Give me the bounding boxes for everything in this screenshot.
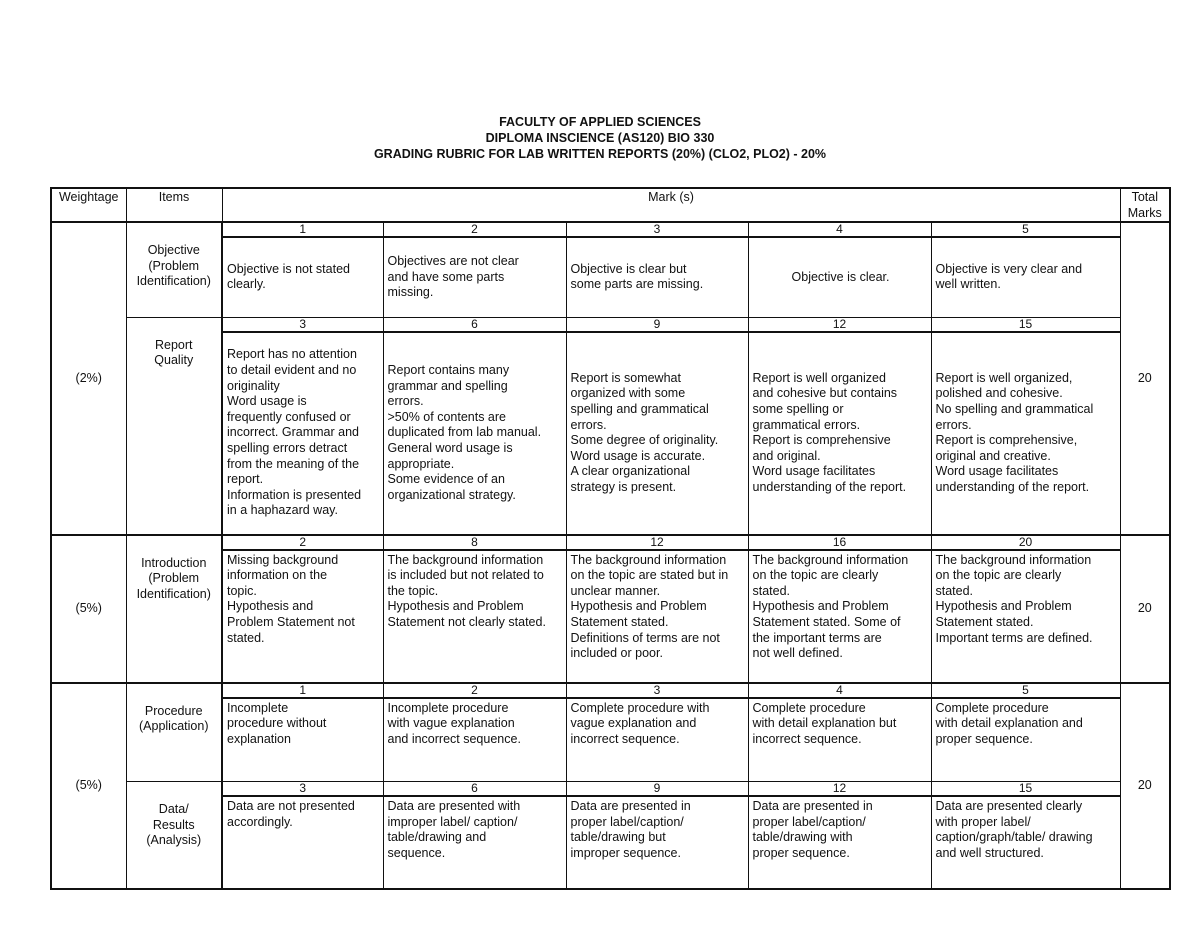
descriptor-line: with detail explanation but	[752, 716, 897, 731]
descriptor-cell	[931, 796, 1120, 889]
descriptor-line: Complete procedure with	[570, 700, 710, 715]
descriptor-cell	[748, 698, 931, 782]
descriptor-line: Objective is clear but	[570, 261, 687, 276]
descriptor-cell	[566, 237, 748, 317]
score-cell: 2	[383, 222, 566, 237]
descriptor-line: and cohesive but contains	[752, 386, 898, 401]
descriptor-line: Data are presented in	[752, 799, 873, 814]
criterion-cell	[126, 317, 222, 535]
descriptor-line: to detail evident and no	[227, 363, 357, 378]
header-row	[51, 188, 1170, 222]
descriptor-line: polished and cohesive.	[935, 386, 1063, 401]
descriptor-line: spelling and grammatical	[570, 402, 709, 416]
descriptor-line: understanding of the report.	[752, 479, 907, 494]
descriptor-line: spelling errors detract	[227, 440, 348, 455]
descriptor-line: organizational strategy.	[387, 487, 516, 502]
items-header: Items	[126, 188, 222, 222]
descriptor-line: Hypothesis and Problem	[752, 599, 889, 614]
descriptor-line: and have some parts	[387, 269, 505, 284]
descriptor-cell	[383, 796, 566, 889]
descriptor-line: explanation	[227, 731, 291, 746]
total-marks-cell: 20	[1120, 222, 1170, 535]
descriptor-line: Information is presented	[227, 487, 362, 502]
descriptor-line: Hypothesis and Problem	[387, 599, 524, 614]
descriptor-line: Statement not clearly stated.	[387, 615, 546, 630]
score-cell: 9	[566, 317, 748, 332]
descriptor-line: Incomplete procedure	[387, 700, 509, 715]
descriptor-line: incorrect sequence.	[570, 731, 680, 746]
score-cell: 3	[566, 683, 748, 698]
score-cell: 12	[566, 535, 748, 550]
descriptor-line: Report contains many	[387, 363, 510, 378]
descriptor-line: errors.	[570, 417, 607, 432]
score-row	[51, 317, 1170, 332]
descriptor-line: Data are presented with	[387, 799, 521, 814]
descriptor-line: The background information	[935, 552, 1092, 567]
criterion-label: (Application)	[139, 719, 209, 734]
descriptor-line: Objective is not stated	[227, 261, 350, 276]
descriptor-line: Word usage facilitates	[935, 464, 1059, 479]
descriptor-cell	[748, 332, 931, 535]
descriptor-line: some spelling or	[752, 402, 844, 416]
descriptor-line: Hypothesis and Problem	[570, 599, 707, 614]
descriptor-line: Data are not presented	[227, 799, 355, 814]
descriptor-line: information on the	[227, 568, 328, 583]
descriptor-line: the topic.	[387, 583, 439, 598]
score-row	[51, 535, 1170, 550]
descriptor-cell	[748, 796, 931, 889]
criterion-label: Quality	[154, 353, 194, 368]
criterion-cell	[126, 782, 222, 890]
descriptor-line: report.	[227, 472, 264, 487]
criterion-cell	[126, 222, 222, 317]
descriptor-line: in a haphazard way.	[227, 503, 338, 518]
criterion-label: Procedure	[144, 703, 203, 718]
descriptor-line: frequently confused or	[227, 409, 351, 424]
descriptor-cell	[222, 796, 383, 889]
descriptor-line: with proper label/	[935, 814, 1031, 829]
descriptor-line: proper sequence.	[752, 845, 850, 860]
criterion-cell	[126, 535, 222, 683]
descriptor-line: incorrect. Grammar and	[227, 425, 359, 440]
score-cell: 3	[566, 222, 748, 237]
criterion-label: (Problem	[148, 258, 200, 273]
descriptor-line: Objective is clear.	[791, 269, 890, 284]
total-marks-cell: 20	[1120, 683, 1170, 890]
descriptor-line: and well structured.	[935, 845, 1044, 860]
descriptor-line: caption/graph/table/ drawing	[935, 830, 1093, 845]
criterion-label: Report	[154, 337, 193, 352]
descriptor-cell	[748, 237, 931, 317]
descriptor-line: Word usage facilitates	[752, 464, 876, 479]
descriptor-line: unclear manner.	[570, 583, 661, 598]
descriptor-cell	[222, 332, 383, 535]
weightage-cell: (2%)	[51, 222, 126, 535]
descriptor-line: original and creative.	[935, 448, 1051, 463]
descriptor-cell	[383, 698, 566, 782]
score-cell: 5	[931, 222, 1120, 237]
weightage-header: Weightage	[51, 188, 126, 222]
descriptor-line: table/drawing and	[387, 830, 487, 845]
score-cell: 15	[931, 317, 1120, 332]
score-row	[51, 222, 1170, 237]
descriptor-line: The background information	[387, 552, 544, 567]
descriptor-cell	[566, 332, 748, 535]
score-cell: 2	[222, 535, 383, 550]
descriptor-cell	[931, 332, 1120, 535]
descriptor-line: proper label/caption/	[570, 814, 684, 829]
descriptor-line: with vague explanation	[387, 716, 515, 731]
descriptor-line: on the topic are stated but in	[570, 568, 729, 583]
descriptor-line: Report is well organized,	[935, 370, 1073, 385]
descriptor-line: Statement stated.	[570, 615, 669, 630]
criterion-label: Data/	[158, 802, 189, 817]
descriptor-cell	[931, 237, 1120, 317]
descriptor-line: duplicated from lab manual.	[387, 425, 542, 440]
descriptor-line: improper label/ caption/	[387, 814, 518, 829]
descriptor-line: Hypothesis and Problem	[935, 599, 1072, 614]
faculty-title: FACULTY OF APPLIED SCIENCES	[499, 115, 701, 129]
descriptor-cell	[222, 237, 383, 317]
descriptor-line: procedure without	[227, 716, 327, 731]
score-cell: 3	[222, 782, 383, 797]
score-cell: 12	[748, 317, 931, 332]
descriptor-cell	[748, 550, 931, 683]
criterion-cell	[126, 683, 222, 782]
score-row	[51, 683, 1170, 698]
descriptor-line: errors.	[935, 417, 972, 432]
descriptor-line: No spelling and grammatical	[935, 402, 1094, 416]
criterion-label: Results	[152, 817, 195, 832]
descriptor-line: Problem Statement not	[227, 615, 355, 630]
descriptor-line: on the topic are clearly	[752, 568, 879, 583]
descriptor-line: appropriate.	[387, 456, 455, 471]
descriptor-line: grammar and spelling	[387, 378, 508, 393]
descriptor-line: on the topic are clearly	[935, 568, 1062, 583]
descriptor-line: errors.	[387, 394, 424, 409]
descriptor-line: some parts are missing.	[570, 277, 704, 292]
descriptor-line: Report is comprehensive,	[935, 433, 1078, 448]
descriptor-line: accordingly.	[227, 814, 293, 829]
descriptor-line: grammatical errors.	[752, 417, 861, 432]
descriptor-line: A clear organizational	[570, 464, 691, 479]
descriptor-line: included or poor.	[570, 646, 663, 661]
descriptor-line: Missing background	[227, 552, 339, 567]
descriptor-line: stated.	[752, 583, 791, 598]
descriptor-line: Incomplete	[227, 700, 289, 715]
descriptor-line: General word usage is	[387, 440, 513, 455]
descriptor-line: strategy is present.	[570, 479, 677, 494]
descriptor-cell	[931, 698, 1120, 782]
descriptor-line: Objectives are not clear	[387, 254, 519, 269]
descriptor-line: Statement stated. Some of	[752, 615, 901, 630]
descriptor-line: missing.	[387, 285, 434, 300]
criterion-label: (Analysis)	[146, 833, 202, 848]
descriptor-cell	[383, 237, 566, 317]
score-row	[51, 782, 1170, 797]
descriptor-cell	[222, 698, 383, 782]
descriptor-line: Hypothesis and	[227, 599, 314, 614]
score-cell: 1	[222, 683, 383, 698]
descriptor-line: with detail explanation and	[935, 716, 1083, 731]
descriptor-line: Data are presented clearly	[935, 799, 1083, 814]
descriptor-line: well written.	[935, 277, 1001, 292]
descriptor-line: sequence.	[387, 845, 446, 860]
descriptor-line: understanding of the report.	[935, 479, 1090, 494]
score-cell: 8	[383, 535, 566, 550]
rubric-title: GRADING RUBRIC FOR LAB WRITTEN REPORTS (20%) (CLO2, PLO2) - 20%	[373, 147, 827, 161]
score-cell: 6	[383, 782, 566, 797]
descriptor-cell	[383, 332, 566, 535]
descriptor-cell	[383, 550, 566, 683]
descriptor-line: proper label/caption/	[752, 814, 866, 829]
score-cell: 9	[566, 782, 748, 797]
descriptor-line: Complete procedure	[935, 700, 1049, 715]
marks-header: Mark (s)	[222, 188, 1120, 222]
score-cell: 5	[931, 683, 1120, 698]
criterion-label: (Problem	[148, 571, 200, 586]
descriptor-line: topic.	[227, 583, 257, 598]
descriptor-line: improper sequence.	[570, 845, 681, 860]
descriptor-cell	[566, 796, 748, 889]
descriptor-line: >50% of contents are	[387, 409, 506, 424]
descriptor-cell	[931, 550, 1120, 683]
descriptor-line: Report has no attention	[227, 347, 357, 362]
descriptor-line: proper sequence.	[935, 731, 1033, 746]
score-cell: 20	[931, 535, 1120, 550]
descriptor-cell	[566, 550, 748, 683]
score-cell: 16	[748, 535, 931, 550]
weightage-cell: (5%)	[51, 683, 126, 890]
descriptor-line: Report is somewhat	[570, 370, 681, 385]
descriptor-line: Report is comprehensive	[752, 433, 891, 448]
total-marks-header: Total Marks	[1120, 188, 1170, 222]
descriptor-line: table/drawing with	[752, 830, 853, 845]
descriptor-line: Definitions of terms are not	[570, 630, 720, 645]
descriptor-line: originality	[227, 378, 280, 393]
descriptor-line: Word usage is	[227, 394, 307, 409]
score-cell: 4	[748, 222, 931, 237]
descriptor-line: Statement stated.	[935, 615, 1034, 630]
score-cell: 1	[222, 222, 383, 237]
descriptor-line: Some degree of originality.	[570, 433, 719, 448]
descriptor-line: incorrect sequence.	[752, 731, 862, 746]
descriptor-line: The background information	[570, 552, 727, 567]
descriptor-line: and original.	[752, 448, 821, 463]
descriptor-line: Data are presented in	[570, 799, 691, 814]
score-cell: 15	[931, 782, 1120, 797]
descriptor-line: Report is well organized	[752, 370, 886, 385]
descriptor-line: clearly.	[227, 277, 266, 292]
descriptor-cell	[222, 550, 383, 683]
descriptor-line: Objective is very clear and	[935, 261, 1083, 276]
total-marks-cell: 20	[1120, 535, 1170, 683]
descriptor-line: stated.	[227, 630, 265, 645]
program-title: DIPLOMA INSCIENCE (AS120) BIO 330	[485, 131, 715, 145]
descriptor-line: the important terms are	[752, 630, 882, 645]
descriptor-line: table/drawing but	[570, 830, 666, 845]
criterion-label: Introduction	[141, 555, 207, 570]
descriptor-line: organized with some	[570, 386, 686, 401]
score-cell: 3	[222, 317, 383, 332]
score-cell: 2	[383, 683, 566, 698]
score-cell: 4	[748, 683, 931, 698]
descriptor-line: from the meaning of the	[227, 456, 360, 471]
weightage-cell: (5%)	[51, 535, 126, 683]
descriptor-line: Some evidence of an	[387, 472, 505, 487]
descriptor-line: and incorrect sequence.	[387, 731, 521, 746]
descriptor-line: not well defined.	[752, 646, 843, 661]
document-header	[0, 114, 1200, 162]
descriptor-cell	[566, 698, 748, 782]
descriptor-line: Important terms are defined.	[935, 630, 1093, 645]
descriptor-line: Complete procedure	[752, 700, 866, 715]
descriptor-line: The background information	[752, 552, 909, 567]
criterion-label: Identification)	[136, 274, 211, 289]
descriptor-line: vague explanation and	[570, 716, 697, 731]
score-cell: 12	[748, 782, 931, 797]
descriptor-line: is included but not related to	[387, 568, 544, 583]
criterion-label: Objective	[147, 243, 200, 258]
descriptor-line: Word usage is accurate.	[570, 448, 706, 463]
criterion-label: Identification)	[136, 586, 211, 601]
grading-rubric-table	[50, 187, 1171, 890]
score-cell: 6	[383, 317, 566, 332]
descriptor-line: stated.	[935, 583, 974, 598]
